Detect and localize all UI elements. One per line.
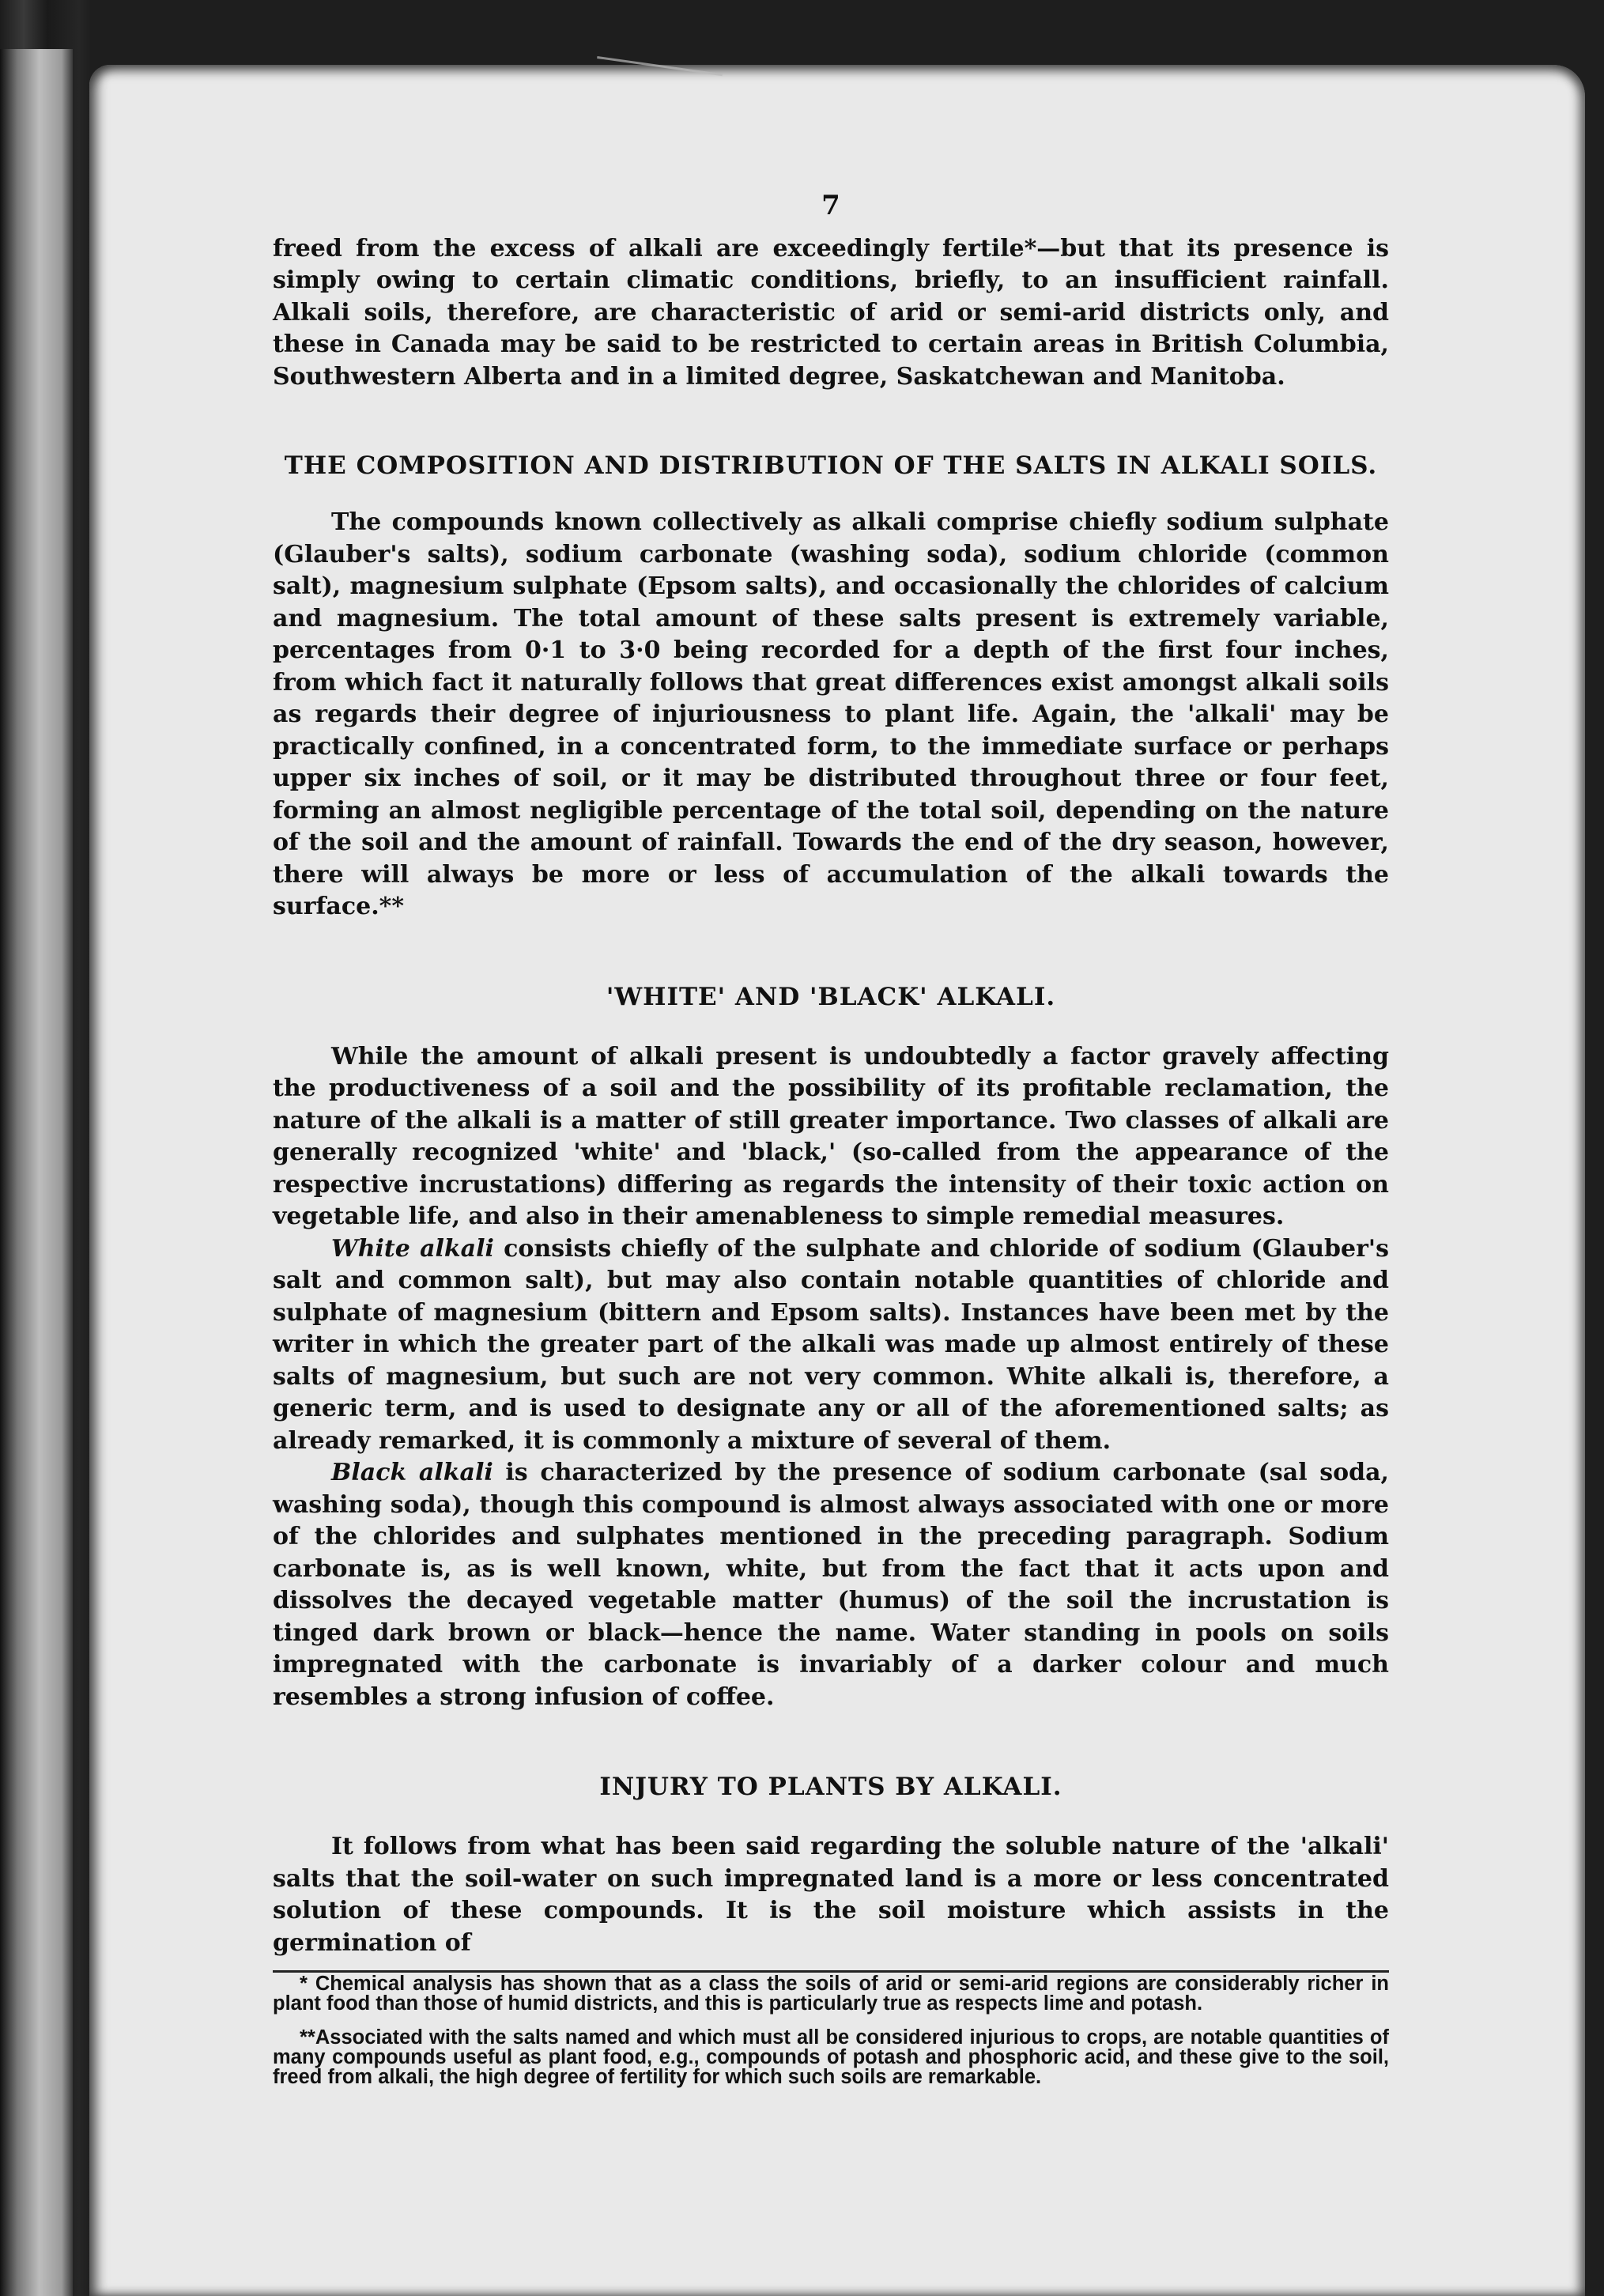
section-heading-composition: THE COMPOSITION AND DISTRIBUTION OF THE SALTS IN ALKALI SOILS.	[284, 451, 1378, 480]
black-alkali-term: Black alkali	[331, 1459, 493, 1486]
page-number: 7	[821, 190, 840, 221]
white-alkali-text: consists chiefly of the sulphate and chloride of sodium (Glauber's salt and common salt), but may also contain notable quantities of chloride and sulphate of magnesium (bittern and Epsom salts). Instances have been met by the writer in which the greater part of the alkali was made up almost entirely of these salts of magnesium, but such are not very common. White alkali is, therefore, a generic term, and is used to designate any or all of the aforementioned salts; as already remarked, it is commonly a mixture of several of them.	[273, 1234, 1389, 1455]
composition-paragraph: The compounds known collectively as alkali comprise chiefly sodium sulphate (Glauber's salts), sodium carbonate (washing soda), sodium chloride (common salt), magnesium sulphate (Epsom salts), and occasionally the chlorides of calcium and magnesium. The total amount of these salts present is extremely variable, percentages from 0·1 to 3·0 being recorded for a depth of the first four inches, from which fact it naturally follows that great differences exist amongst alkali soils as regards their degree of injuriousness to plant life. Again, the 'alkali' may be practically confined, in a concentrated form, to the immediate surface or perhaps upper six inches of soil, or it may be distributed throughout three or four feet, forming an almost negligible percentage of the total soil, depending on the nature of the soil and the amount of rainfall. Towards the end of the dry season, however, there will always be more or less of accumulation of the alkali towards the surface.**	[273, 508, 1389, 920]
white-alkali-paragraph	[273, 1233, 1389, 1458]
intro-paragraph: freed from the excess of alkali are exceedingly fertile*—but that its presence is simply owing to certain climatic conditions, briefly, to an insufficient rainfall. Alkali soils, therefore, are characteristic of arid or semi-arid districts only, and these in Canada may be said to be restricted to certain areas in British Columbia, Southwestern Alberta and in a limited degree, Saskatchewan and Manitoba.	[273, 234, 1389, 391]
black-alkali-text: is characterized by the presence of sodium carbonate (sal soda, washing soda), though this compound is almost always associated with one or more of the chlorides and sulphates mentioned in the preceding paragraph. Sodium carbonate is, as is well known, white, but from the fact that it acts upon and dissolves the decayed vegetable matter (humus) of the soil the incrustation is tinged dark brown or black—hence the name. Water standing in pools on soils impregnated with the carbonate is invariably of a darker colour and much resembles a strong infusion of coffee.	[273, 1459, 1389, 1711]
white-black-paragraph: While the amount of alkali present is undoubtedly a factor gravely affecting the productiveness of a soil and the possibility of its profitable reclamation, the nature of the alkali is a matter of still greater importance. Two classes of alkali are generally recognized 'white' and 'black,' (so-called from the appearance of the respective incrustations) differing as regards the intensity of their toxic action on vegetable life, and also in their amenableness to simple remedial measures.	[273, 1042, 1389, 1230]
section-heading-white-black: 'WHITE' AND 'BLACK' ALKALI.	[606, 982, 1056, 1011]
white-alkali-term: White alkali	[331, 1234, 494, 1263]
page-content	[273, 190, 1389, 2087]
injury-paragraph: It follows from what has been said regarding the soluble nature of the 'alkali' salts that the soil-water on such impregnated land is a more or less concentrated solution of these compounds. It is the soil moisture which assists in the germination of	[273, 1833, 1389, 1957]
adjacent-page-edge	[0, 49, 73, 2296]
footnotes	[273, 1970, 1389, 2087]
footnote-2: **Associated with the salts named and which must all be considered injurious to crops, are notable quantities of many compounds useful as plant food, e.g., compounds of potash and phosphoric acid, and these give to the soil, freed from alkali, the high degree of fertility for which such soils are remarkable.	[273, 2026, 1389, 2088]
footnote-1: * Chemical analysis has shown that as a class the soils of arid or semi-arid regions are considerably richer in plant food than those of humid districts, and this is particularly true as respects lime and potash.	[273, 1973, 1389, 2015]
black-alkali-paragraph	[273, 1457, 1389, 1713]
section-heading-injury: INJURY TO PLANTS BY ALKALI.	[599, 1773, 1062, 1801]
